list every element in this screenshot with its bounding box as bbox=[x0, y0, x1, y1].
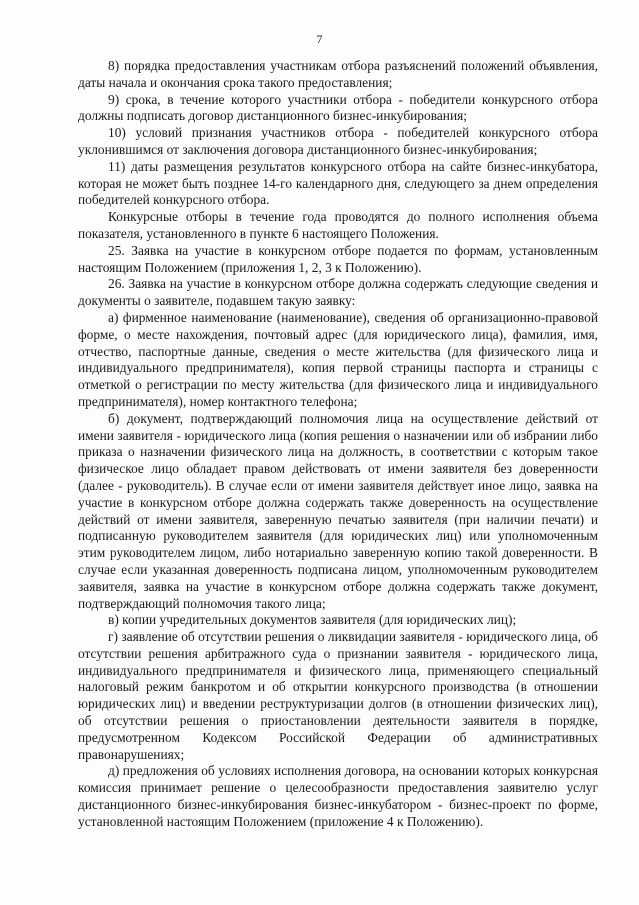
document-body bbox=[78, 58, 598, 831]
paragraph-item-11: 11) даты размещения результатов конкурсного отбора на сайте бизнес-инкубатора, которая не может быть позднее 14-го календарного дня, следующего за днем определения победителей конкурсного отбора. bbox=[78, 158, 598, 208]
paragraph-subitem-d: д) предложения об условиях исполнения договора, на основании которых конкурсная комиссия принимает решение о целесообразности предоставления заявителю услуг дистанционного бизнес-инкубирования бизнес-инкубатором - бизнес-проект по форме, установленной настоящим Положением (приложение 4 к Положению). bbox=[78, 763, 598, 829]
paragraph-subitem-a: а) фирменное наименование (наименование), сведения об организационно-правовой форме, о месте нахождения, почтовый адрес (для юридического лица), фамилия, имя, отчество, паспортные данные, сведения о месте жительства (для физического лица и индивидуального предпринимателя), копия первой страницы паспорта и страницы с отметкой о регистрации по месту жительства (для физического лица и индивидуального предпринимателя), номер контактного телефона; bbox=[78, 309, 598, 409]
paragraph-item-9: 9) срока, в течение которого участники отбора - победители конкурсного отбора должны подписать договор дистанционного бизнес-инкубирования; bbox=[78, 91, 598, 124]
paragraph-selection-frequency: Конкурсные отборы в течение года проводятся до полного исполнения объема показателя, установленного в пункте 6 настоящего Положения. bbox=[78, 209, 598, 241]
paragraph-subitem-b: б) документ, подтверждающий полномочия лица на осуществление действий от имени заявителя - юридического лица (копия решения о назначении или об избрании либо приказа о назначении физического лица на должность, в соответствии с которым такое физическое лицо обладает правом действовать от имени заявителя без доверенности (далее - руководитель). В случае если от имени заявителя действует иное лицо, заявка на участие в конкурсном отборе должна содержать также доверенность на осуществление действий от имени заявителя, заверенную печатью заявителя (при наличии печати) и подписанную руководителем заявителя (для юридических лиц) или уполномоченным этим руководителем лицом, либо нотариально заверенную копию такой доверенности. В случае если указанная доверенность подписана лицом, уполномоченным руководителем заявителя, заявка на участие в конкурсном отборе должна содержать также документ, подтверждающий полномочия такого лица; bbox=[78, 410, 598, 611]
paragraph-subitem-v: в) копии учредительных документов заявителя (для юридических лиц); bbox=[108, 612, 517, 628]
paragraph-subitem-g: г) заявление об отсутствии решения о ликвидации заявителя - юридического лица, об отсутствии решения арбитражного суда о признании заявителя - юридического лица, индивидуального предпринимателя и физического лица, применяющего специальный налоговый режим банкротом и об открытии конкурсного производства (в отношении юридических лиц) и введении реструктуризации долгов (в отношении физических лиц), об отсутствии решения о приостановлении деятельности заявителя в порядке, предусмотренном Кодексом Российской Федерации об административных правонарушениях; bbox=[78, 629, 598, 762]
paragraph-clause-26: 26. Заявка на участие в конкурсном отборе должна содержать следующие сведения и документы о заявителе, подавшем такую заявку: bbox=[78, 276, 598, 309]
paragraph-item-8: 8) порядка предоставления участникам отбора разъяснений положений объявления, даты начала и окончания срока такого предоставления; bbox=[78, 58, 598, 90]
paragraph-clause-25: 25. Заявка на участие в конкурсном отборе подается по формам, установленным настоящим Положением (приложения 1, 2, 3 к Положению). bbox=[78, 242, 598, 275]
page-number: 7 bbox=[316, 32, 323, 46]
paragraph-item-10: 10) условий признания участников отбора - победителей конкурсного отбора уклонившимся от заключения договора дистанционного бизнес-инкубирования; bbox=[78, 125, 598, 157]
